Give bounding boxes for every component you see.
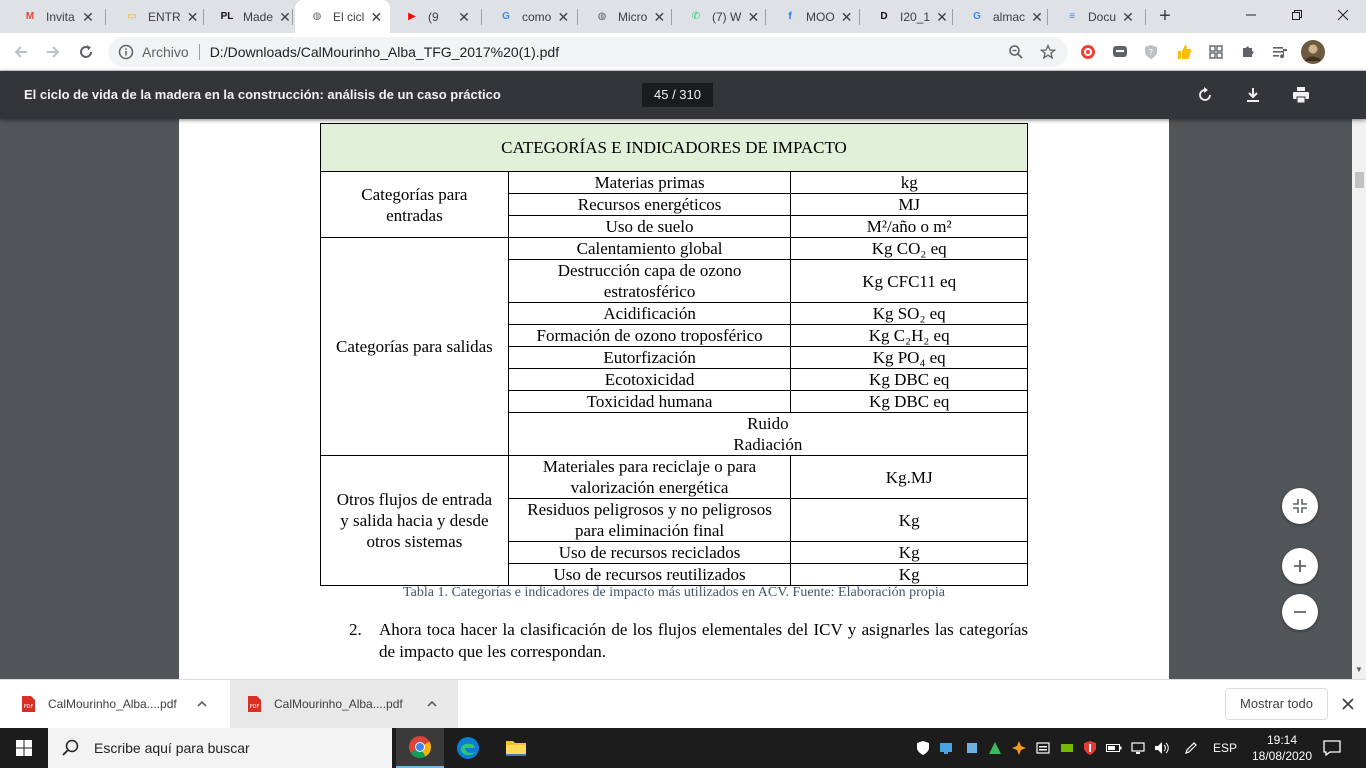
category-name	[508, 194, 791, 216]
monitor-icon	[939, 741, 953, 755]
input-language[interactable]: ESP	[1213, 741, 1238, 755]
page-indicator[interactable]: 45 / 310	[642, 83, 713, 107]
info-icon	[118, 44, 134, 60]
print-button[interactable]	[1291, 85, 1311, 105]
cell-line: Ecotoxicidad	[604, 370, 695, 389]
forward-button[interactable]	[42, 41, 64, 63]
category-name	[508, 260, 791, 303]
download-filename: CalMourinho_Alba....pdf	[274, 697, 403, 711]
tab-title: como	[522, 9, 552, 24]
minus-icon	[1293, 605, 1307, 619]
clock[interactable]	[1250, 732, 1314, 764]
tab-6[interactable]	[484, 0, 578, 33]
extension-swirl-button[interactable]	[1079, 43, 1097, 61]
close-tab-icon[interactable]: ✕	[279, 8, 291, 25]
tab-8[interactable]	[674, 0, 766, 33]
start-button[interactable]	[0, 728, 48, 768]
browser-toolbar	[0, 33, 1366, 71]
tab-12[interactable]	[1050, 0, 1146, 33]
close-tab-icon[interactable]: ✕	[82, 8, 94, 25]
grid-icon	[1208, 44, 1224, 60]
svg-text:PDF: PDF	[23, 704, 34, 710]
globe-icon: ◍	[597, 11, 607, 22]
tab-4[interactable]	[295, 0, 390, 33]
keyboard-icon	[1036, 741, 1050, 755]
close-tab-icon[interactable]: ✕	[1122, 8, 1134, 25]
tab-separator	[105, 9, 106, 25]
cell-line: Eutorfización	[603, 348, 696, 367]
taskbar-edge[interactable]	[444, 728, 492, 768]
shield-icon	[916, 741, 930, 755]
table-row	[321, 456, 1028, 499]
tab-title: I20_1	[900, 9, 931, 24]
indicator-unit: Kg C₂H₂ eq	[791, 325, 1028, 347]
show-all-downloads-button[interactable]: Mostrar todo	[1225, 688, 1328, 720]
indicator-unit: Kg	[791, 499, 1028, 542]
minimize-button[interactable]	[1228, 0, 1274, 30]
close-icon	[1338, 10, 1348, 20]
category-name	[508, 542, 791, 564]
print-icon	[1292, 86, 1310, 104]
tab-title: (9	[428, 9, 439, 24]
tab-separator	[859, 9, 860, 25]
category-group-label	[321, 238, 509, 456]
tray-app-5[interactable]	[1035, 740, 1051, 756]
close-tab-icon[interactable]: ✕	[186, 8, 199, 25]
list-number: 2.	[349, 620, 362, 639]
cell-line: otros sistemas	[366, 532, 463, 551]
docs-icon: ≡	[1069, 11, 1075, 22]
category-name	[508, 413, 1027, 456]
indicator-unit: kg	[791, 172, 1028, 194]
tab-separator	[671, 9, 672, 25]
cell-line: para eliminación final	[574, 521, 725, 540]
tab-separator	[203, 9, 204, 25]
plus-icon	[1293, 559, 1307, 573]
clock-time: 19:14	[1266, 733, 1298, 747]
tab-5[interactable]	[390, 0, 482, 33]
cell-line: Materiales para reciclaje o para	[542, 457, 757, 476]
reload-icon	[78, 44, 94, 60]
download-item-2[interactable]	[230, 680, 458, 728]
cell-line: Acidificación	[603, 304, 696, 323]
extension-chat-button[interactable]	[1111, 43, 1129, 61]
tab-11[interactable]	[955, 0, 1048, 33]
search-placeholder: Escribe aquí para buscar	[94, 740, 250, 756]
tray-pen[interactable]	[1183, 740, 1199, 756]
pdf-viewer[interactable]	[0, 119, 1352, 679]
cell-line: Uso de recursos reciclados	[558, 543, 741, 562]
shield-extension-icon	[1143, 44, 1159, 60]
chat-extension-icon	[1112, 44, 1128, 60]
paragraph-text: Ahora toca hacer la clasificación de los flujos elementales del ICV y asignarles las categorías de impacto que les correspondan.	[379, 620, 1028, 661]
taskbar-file-explorer[interactable]	[492, 728, 540, 768]
close-tab-icon[interactable]: ✕	[936, 8, 948, 25]
volume-icon	[1154, 741, 1170, 755]
nvidia-icon	[1060, 741, 1074, 755]
clock-date: 18/08/2020	[1251, 749, 1313, 763]
category-name	[508, 325, 791, 347]
cell-line: Residuos peligrosos y no peligrosos	[527, 500, 772, 519]
url-scheme: Archivo	[142, 44, 189, 60]
list-item-paragraph	[349, 619, 1028, 663]
tab-title: (7) W	[712, 9, 742, 24]
cell-line: valorización energética	[570, 478, 729, 497]
thumbs-up-icon	[1176, 44, 1192, 60]
tab-title: ENTR	[148, 9, 181, 24]
download-item-1[interactable]	[0, 680, 228, 728]
pen-icon	[1184, 741, 1198, 755]
indicator-unit: Kg CFC11 eq	[791, 260, 1028, 303]
cell-line: Recursos energéticos	[577, 195, 722, 214]
battery-icon	[1106, 743, 1122, 753]
indicator-unit: Kg	[791, 564, 1028, 586]
cell-line: Formación de ozono troposférico	[536, 326, 763, 345]
globe-icon: ◍	[312, 11, 322, 22]
tab-3[interactable]	[205, 0, 293, 33]
download-filename: CalMourinho_Alba....pdf	[48, 697, 177, 711]
tab-9[interactable]	[768, 0, 860, 33]
pdf-file-icon	[20, 696, 36, 712]
swirl-extension-icon	[1080, 44, 1096, 60]
windows-icon	[16, 740, 32, 756]
category-name	[508, 347, 791, 369]
address-bar[interactable]	[108, 37, 1068, 67]
puzzle-icon	[1240, 44, 1256, 60]
category-name	[508, 216, 791, 238]
close-tab-icon[interactable]: ✕	[557, 8, 570, 25]
indicator-unit: M²/año o m²	[791, 216, 1028, 238]
google-icon: G	[973, 11, 981, 22]
taskbar-search[interactable]	[48, 728, 392, 768]
cell-line: Radiación	[733, 435, 803, 454]
pdf-page	[179, 119, 1169, 679]
fit-to-page-icon	[1292, 498, 1308, 514]
cell-line: Categorías para salidas	[336, 337, 493, 356]
indicator-unit: Kg.MJ	[791, 456, 1028, 499]
impact-table-body	[321, 124, 1028, 586]
cell-line: Uso de recursos reutilizados	[553, 565, 746, 584]
tab-10[interactable]	[862, 0, 953, 33]
star-icon[interactable]	[1040, 44, 1056, 60]
scroll-down-icon[interactable]: ▼	[1355, 665, 1363, 674]
category-name	[508, 391, 791, 413]
tab-title: Micro	[618, 9, 648, 24]
search-icon	[62, 739, 80, 757]
category-name	[508, 499, 791, 542]
gmail-icon: M	[25, 11, 35, 22]
tab-separator	[577, 9, 578, 25]
zoom-out-button[interactable]	[1282, 594, 1318, 630]
avatar	[1301, 40, 1325, 64]
vertical-scrollbar[interactable]	[1352, 71, 1366, 679]
reload-button[interactable]	[75, 41, 97, 63]
back-button[interactable]	[10, 41, 32, 63]
extension-thumb-button[interactable]	[1175, 43, 1193, 61]
profile-button[interactable]	[1301, 40, 1325, 64]
category-name	[508, 172, 791, 194]
tab-title: Invita	[46, 9, 75, 24]
cell-line: Destrucción capa de ozono	[557, 261, 742, 280]
table-row	[321, 172, 1028, 194]
tray-app-2[interactable]	[964, 740, 980, 756]
rotate-button[interactable]	[1195, 85, 1215, 105]
table-heading-row	[321, 124, 1028, 172]
category-name	[508, 303, 791, 325]
cell-line: Calentamiento global	[576, 239, 723, 258]
taskbar	[0, 728, 1366, 768]
cell-line: Materias primas	[594, 173, 705, 192]
cell-line: Categorías para	[361, 184, 468, 204]
chevron-up-icon[interactable]	[426, 698, 442, 710]
indicator-unit: Kg DBC eq	[791, 391, 1028, 413]
extension-grid-button[interactable]	[1207, 43, 1225, 61]
tab-title: El cicl	[333, 9, 365, 24]
arrow-right-icon	[45, 44, 61, 60]
pdf-file-icon	[246, 696, 262, 712]
indicator-unit: Kg DBC eq	[791, 369, 1028, 391]
table-caption: Tabla 1. Categorías e indicadores de impacto más utilizados en ACV. Fuente: Elaboración propia	[403, 585, 945, 600]
folder-icon	[504, 736, 528, 760]
chrome-icon	[408, 735, 432, 759]
network-icon	[1131, 741, 1145, 755]
close-tab-icon[interactable]: ✕	[653, 8, 666, 25]
tray-volume[interactable]	[1154, 740, 1170, 756]
notification-icon[interactable]	[1322, 738, 1342, 758]
taskbar-chrome[interactable]	[396, 728, 444, 768]
tab-title: Docu	[1088, 9, 1117, 24]
facebook-icon: f	[788, 11, 792, 22]
category-name	[508, 564, 791, 586]
spark-icon	[1012, 741, 1026, 755]
category-group-label	[321, 456, 509, 586]
edge-icon	[456, 736, 480, 760]
cell-line: Toxicidad humana	[586, 392, 713, 411]
triangle-icon	[988, 741, 1002, 755]
tray-nvidia[interactable]	[1059, 740, 1075, 756]
youtube-icon: ▶	[408, 11, 416, 22]
category-name	[508, 238, 791, 260]
url-text: D:/Downloads/CalMourinho_Alba_TFG_2017%20(1).pdf	[209, 44, 560, 60]
red-shield-icon	[1083, 741, 1097, 755]
new-tab-button[interactable]: +	[1159, 5, 1171, 27]
tab-title: Made	[243, 9, 274, 24]
tab-separator	[952, 9, 953, 25]
impact-table	[320, 123, 1028, 586]
indicator-unit: Kg CO₂ eq	[791, 238, 1028, 260]
google-icon: G	[502, 11, 510, 22]
cell-line: Otros flujos de entrada	[336, 490, 493, 509]
arrow-left-icon	[13, 44, 29, 60]
category-name	[508, 456, 791, 499]
zoom-in-button[interactable]	[1282, 548, 1318, 584]
media-queue-icon	[1272, 44, 1288, 60]
pl-icon: PL	[220, 11, 234, 22]
chevron-up-icon[interactable]	[196, 698, 212, 710]
close-tab-icon[interactable]: ✕	[370, 8, 383, 25]
tab-strip	[0, 0, 1366, 33]
tab-separator	[1047, 9, 1048, 25]
svg-text:PDF: PDF	[249, 704, 260, 710]
extensions-button[interactable]	[1239, 43, 1257, 61]
indicator-unit: Kg SO₂ eq	[791, 303, 1028, 325]
tab-separator	[765, 9, 766, 25]
minimize-icon	[1246, 10, 1256, 20]
cell-line: estratosférico	[603, 282, 696, 301]
category-name	[508, 369, 791, 391]
whatsapp-icon: ✆	[691, 11, 701, 22]
cell-line: entradas	[386, 205, 443, 225]
d-icon: D	[880, 11, 888, 22]
table-row	[321, 238, 1028, 260]
indicator-unit: Kg PO₄ eq	[791, 347, 1028, 369]
tray-battery[interactable]	[1106, 740, 1122, 756]
category-group-label	[321, 172, 509, 238]
indicator-unit: Kg	[791, 542, 1028, 564]
restore-button[interactable]	[1274, 0, 1320, 30]
media-controls-button[interactable]	[1271, 43, 1289, 61]
tab-separator	[292, 9, 293, 25]
indicator-unit: MJ	[791, 194, 1028, 216]
close-shelf-button[interactable]	[1338, 694, 1358, 714]
tray-security[interactable]	[1082, 740, 1098, 756]
rotate-icon	[1196, 86, 1214, 104]
tab-7[interactable]	[580, 0, 672, 33]
url-divider	[199, 44, 200, 60]
tab-1[interactable]	[8, 0, 106, 33]
zoom-icon[interactable]	[1008, 44, 1024, 60]
tray-defender[interactable]	[915, 740, 931, 756]
slides-icon: ▭	[127, 11, 137, 22]
cell-line: Ruido	[747, 414, 789, 433]
tray-app-3[interactable]	[987, 740, 1003, 756]
fit-page-button[interactable]	[1282, 488, 1318, 524]
tray-app-4[interactable]	[1011, 740, 1027, 756]
scrollbar-thumb[interactable]	[1355, 172, 1364, 188]
tab-title: almac	[993, 9, 1026, 24]
cell-line: y salida hacia y desde	[340, 511, 489, 530]
cube-icon	[965, 741, 979, 755]
tray-app-1[interactable]	[938, 740, 954, 756]
tab-separator	[481, 9, 482, 25]
tab-2[interactable]	[110, 0, 204, 33]
close-tab-icon[interactable]: ✕	[747, 8, 760, 25]
close-icon	[1342, 698, 1354, 710]
cell-line: Uso de suelo	[605, 217, 694, 236]
download-icon	[1244, 86, 1262, 104]
close-window-button[interactable]	[1320, 0, 1366, 30]
close-tab-icon[interactable]: ✕	[840, 8, 853, 25]
table-heading: CATEGORÍAS E INDICADORES DE IMPACTO	[321, 124, 1028, 172]
restore-icon	[1292, 10, 1302, 20]
svg-text:?: ?	[1148, 48, 1154, 57]
download-button[interactable]	[1243, 85, 1263, 105]
pdf-toolbar	[0, 71, 1366, 119]
download-shelf	[0, 679, 1366, 728]
close-tab-icon[interactable]: ✕	[458, 8, 470, 25]
tray-network[interactable]	[1130, 740, 1146, 756]
tab-title: MOO	[806, 9, 835, 24]
extension-shield-button[interactable]	[1142, 43, 1160, 61]
pdf-title: El ciclo de vida de la madera en la construcción: análisis de un caso práctico	[24, 87, 501, 102]
close-tab-icon[interactable]: ✕	[1031, 8, 1043, 25]
tab-separator	[1145, 9, 1146, 25]
